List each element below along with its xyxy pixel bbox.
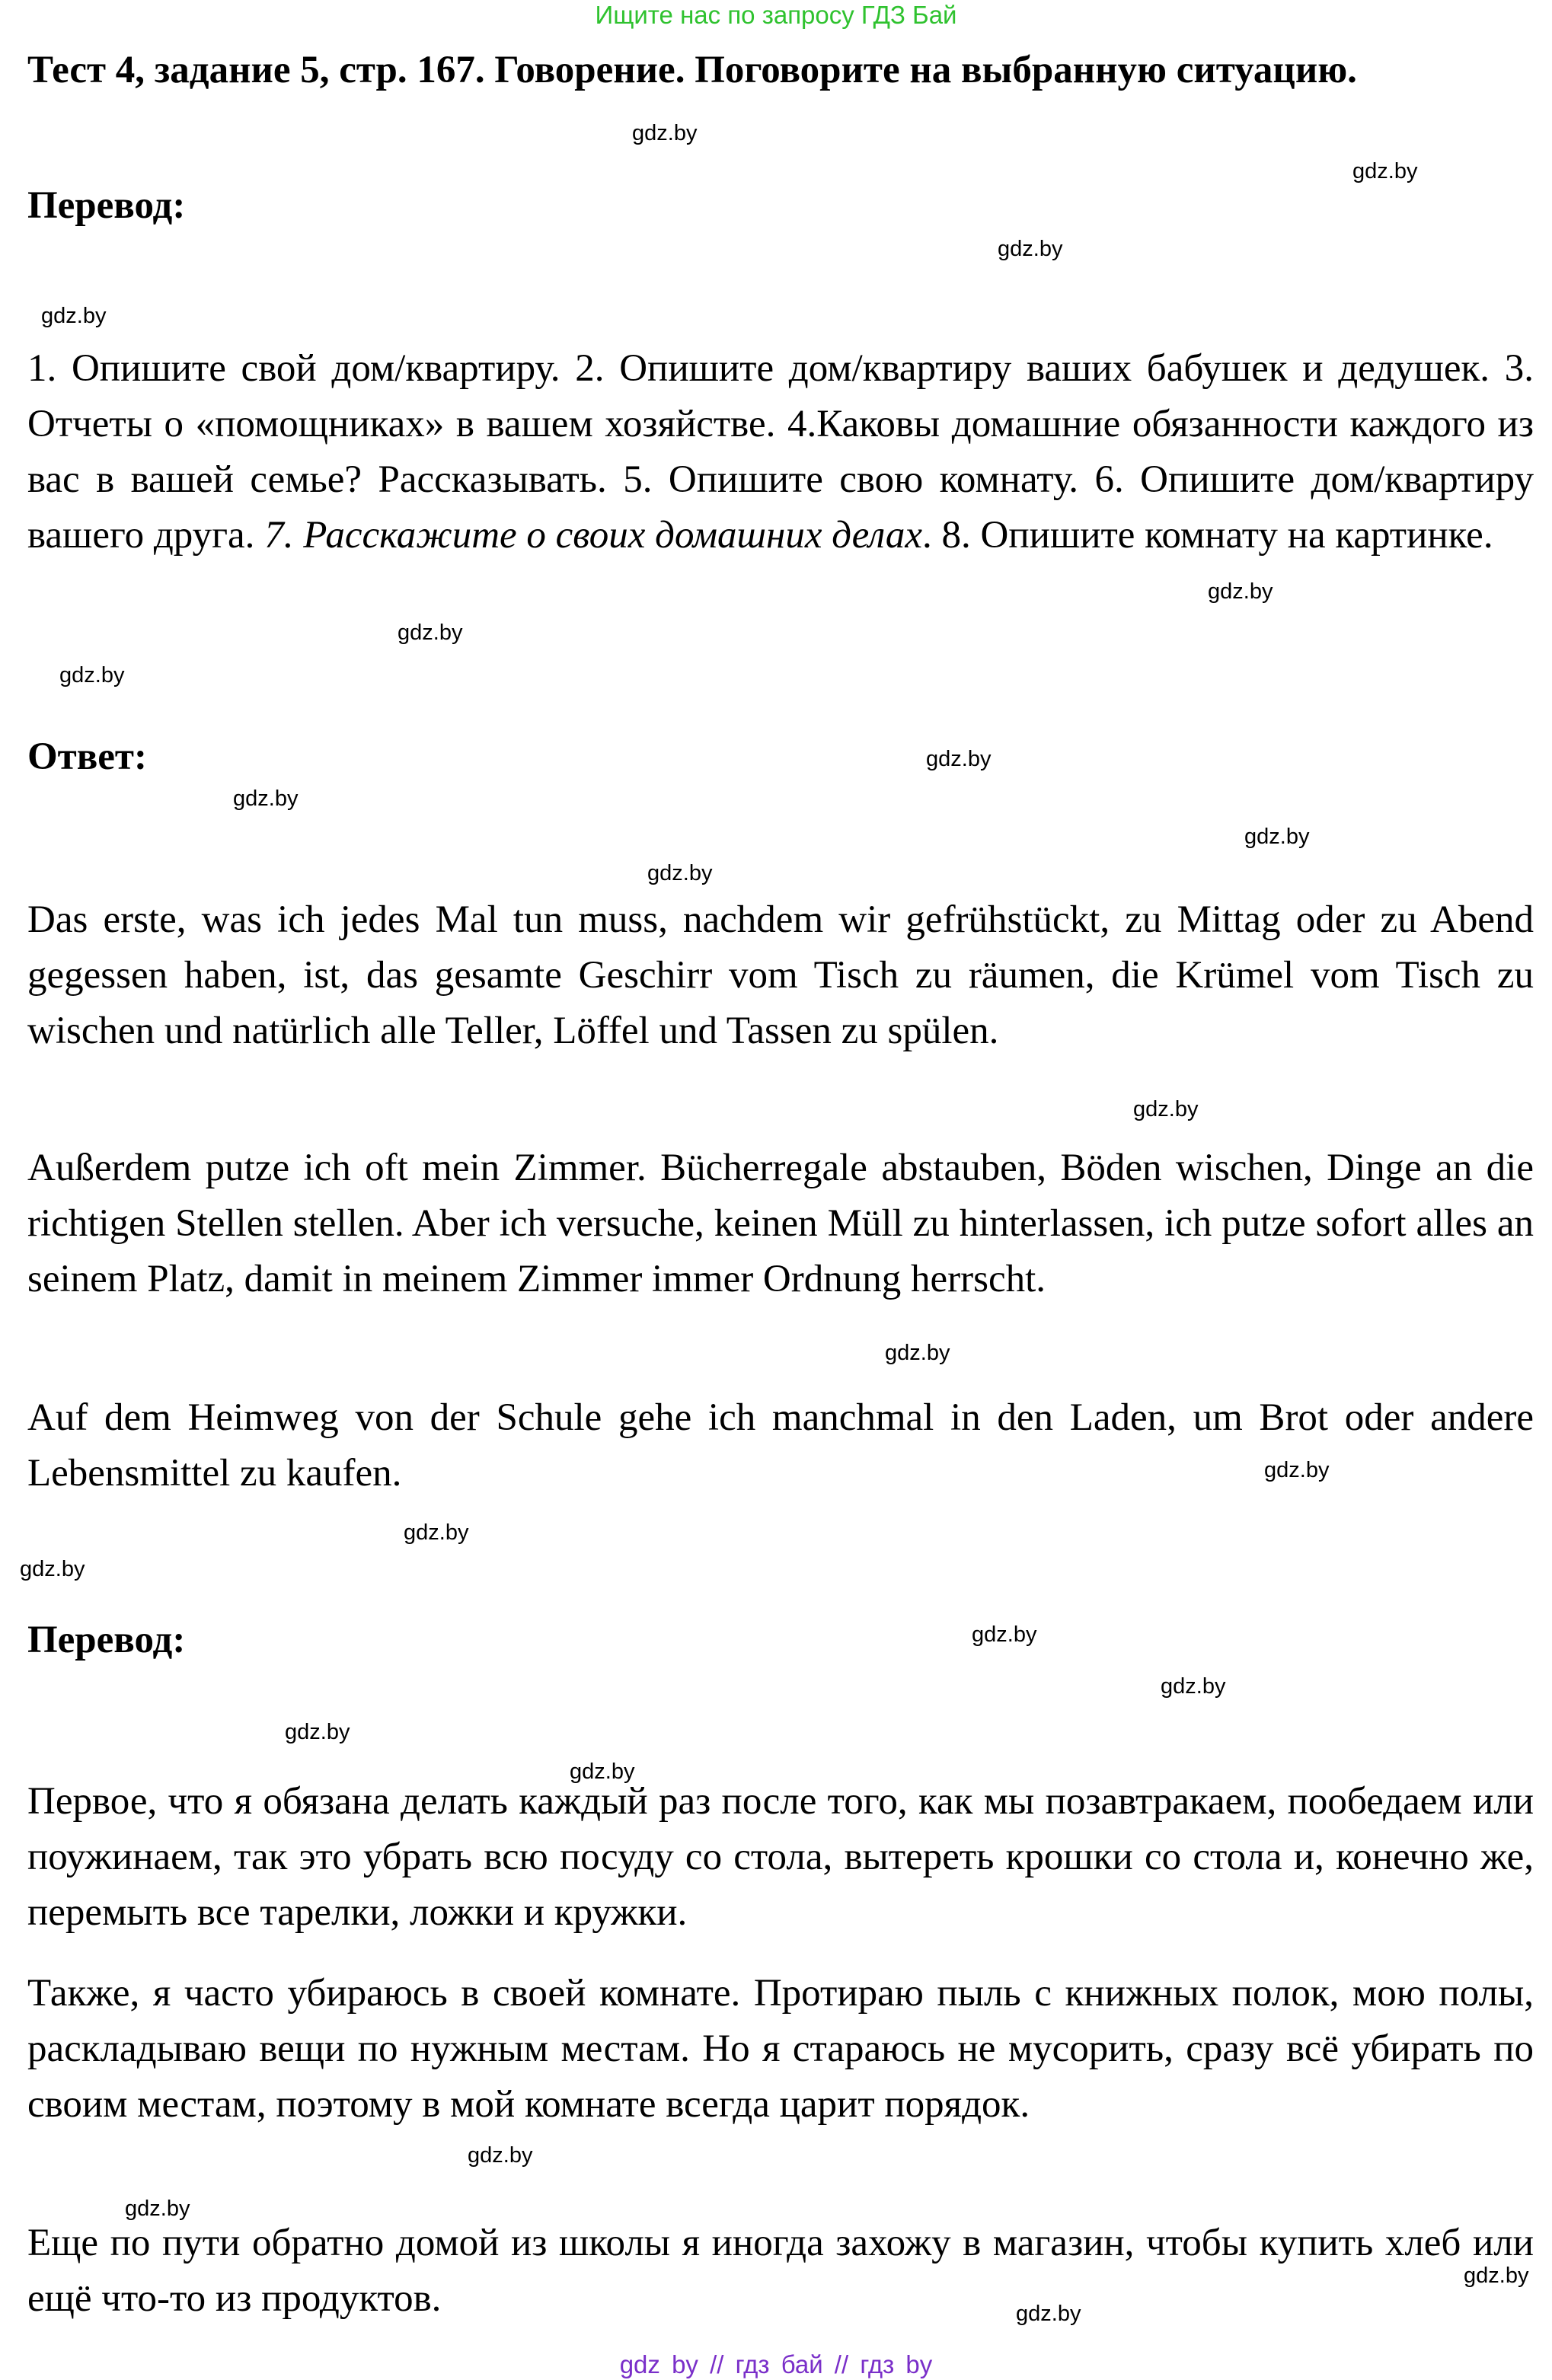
watermark: gdz.by	[468, 2143, 533, 2168]
translation-paragraph-3: Еще по пути обратно домой из школы я иногда захожу в магазин, чтобы купить хлеб или ещё что-то из продуктов.	[27, 2222, 1534, 2320]
watermark: gdz.by	[285, 1720, 350, 1744]
heading-answer: Ответ:	[27, 735, 147, 778]
answer-paragraph-2: Außerdem putze ich oft mein Zimmer. Bücherregale abstauben, Böden wischen, Dinge an die richtigen Stellen stellen. Aber ich versuche, keinen Müll zu hinterlassen, ich putze sofort alles an seinem Platz, damit in meinem Zimmer immer Ordnung herrscht.	[27, 1147, 1534, 1300]
watermark: gdz.by	[1208, 579, 1273, 604]
bottom-banner[interactable]: gdz by // гдз бай // гдз by	[619, 2350, 933, 2378]
top-banner[interactable]: Ищите нас по запросу ГДЗ Бай	[595, 1, 957, 29]
watermark: gdz.by	[998, 237, 1063, 261]
task-text-italic: 7. Расскажите о своих домашних делах	[254, 514, 923, 557]
watermark: gdz.by	[972, 1622, 1037, 1647]
watermark: gdz.by	[1244, 825, 1310, 849]
translation-paragraph-2: Также, я часто убираюсь в своей комнате. Протираю пыль с книжных полок, мою полы, раскладываю вещи по нужным местам. Но я стараюсь не мусорить, сразу всё убирать по своим местам, поэтому в мой комнате всегда царит порядок.	[27, 1972, 1534, 2126]
watermark: gdz.by	[233, 786, 299, 811]
watermark: gdz.by	[1352, 159, 1418, 183]
watermark: gdz.by	[1016, 2302, 1081, 2326]
task-text-part-b: . 8. Опишите комнату на картинке.	[922, 514, 1493, 557]
watermark: gdz.by	[20, 1557, 85, 1581]
task-text-part-a: 1. Опишите свой дом/квартиру. 2. Опишите дом/квартиру ваших бабушек и дедушек. 3. Отчеты о «помощниках» в вашем хозяйстве. 4.Каковы домашние обязанности каждого из вас в вашей семье? Рассказывать. 5. Опишите свою комнату. 6. Опишите дом/квартиру вашего друга.	[27, 347, 1534, 557]
watermark: gdz.by	[1161, 1674, 1226, 1699]
watermark: gdz.by	[404, 1520, 469, 1545]
watermark: gdz.by	[926, 747, 992, 771]
heading-translation-task: Перевод:	[27, 184, 186, 227]
watermark: gdz.by	[398, 621, 463, 645]
watermark: gdz.by	[1464, 2264, 1529, 2288]
watermark: gdz.by	[570, 1759, 635, 1784]
watermark: gdz.by	[632, 121, 698, 145]
heading-translation-answer: Перевод:	[27, 1619, 186, 1661]
watermark: gdz.by	[59, 663, 125, 688]
watermark: gdz.by	[885, 1341, 950, 1365]
watermark: gdz.by	[125, 2197, 190, 2221]
watermark: gdz.by	[41, 304, 107, 328]
answer-paragraph-3: Auf dem Heimweg von der Schule gehe ich manchmal in den Laden, um Brot oder andere Lebensmittel zu kaufen.	[27, 1396, 1534, 1495]
page-title: Тест 4, задание 5, стр. 167. Говорение. Поговорите на выбранную ситуацию.	[27, 49, 1357, 91]
answer-paragraph-1: Das erste, was ich jedes Mal tun muss, nachdem wir gefrühstückt, zu Mittag oder zu Abend gegessen haben, ist, das gesamte Geschirr vom Tisch zu räumen, die Krümel vom Tisch zu wischen und natürlich alle Teller, Löffel und Tassen zu spülen.	[27, 898, 1534, 1052]
translation-paragraph-1: Первое, что я обязана делать каждый раз после того, как мы позавтракаем, пообедаем или поужинаем, так это убрать всю посуду со стола, вытереть крошки со стола и, конечно же, перемыть все тарелки, ложки и кружки.	[27, 1780, 1534, 1934]
watermark: gdz.by	[647, 861, 713, 885]
watermark: gdz.by	[1264, 1458, 1330, 1482]
watermark: gdz.by	[1133, 1097, 1199, 1121]
task-text	[27, 341, 1534, 563]
